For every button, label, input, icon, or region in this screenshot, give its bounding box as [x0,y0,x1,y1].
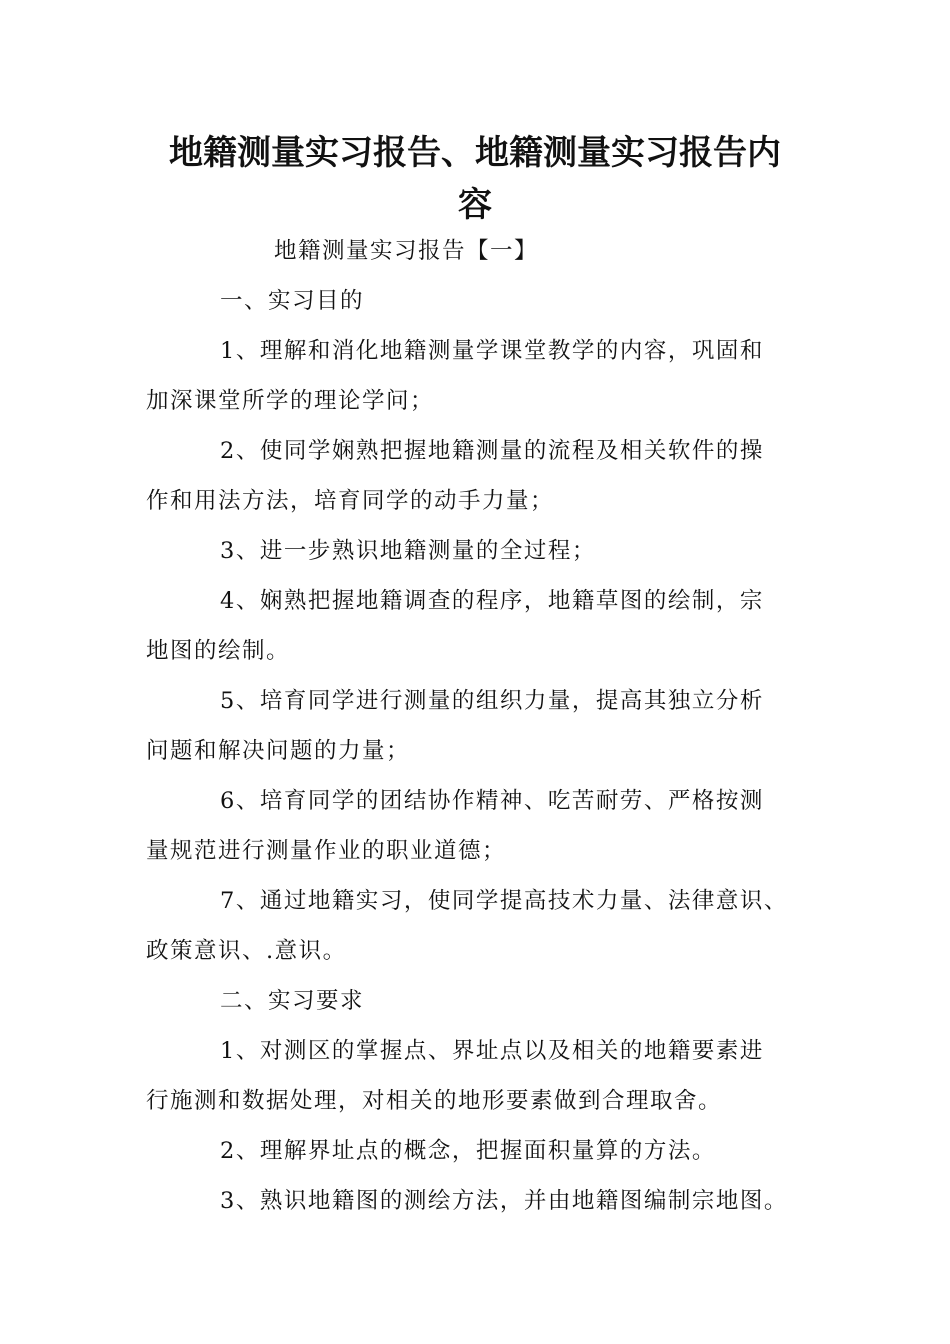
paragraph-line: 1、理解和消化地籍测量学课堂教学的内容，巩固和 [220,338,764,364]
paragraph-line: 2、理解界址点的概念，把握面积量算的方法。 [220,1138,716,1164]
paragraph-line: 4、娴熟把握地籍调查的程序，地籍草图的绘制，宗 [220,588,764,614]
section-heading-requirements: 二、实习要求 [220,988,365,1014]
paragraph-line: 地图的绘制。 [146,638,291,664]
paragraph-line: 3、熟识地籍图的测绘方法，并由地籍图编制宗地图。 [220,1188,788,1214]
paragraph-line: 政策意识、.意识。 [146,938,347,964]
paragraph-line: 量规范进行测量作业的职业道德； [146,838,507,864]
paragraph-line: 作和用法方法，培育同学的动手力量； [146,488,555,514]
document-title-line-1: 地籍测量实习报告、地籍测量实习报告内 [169,133,781,173]
paragraph-line: 行施测和数据处理，对相关的地形要素做到合理取舍。 [146,1088,723,1114]
paragraph-line: 3、进一步熟识地籍测量的全过程； [220,538,596,564]
paragraph-line: 1、对测区的掌握点、界址点以及相关的地籍要素进 [220,1038,764,1064]
report-subtitle: 地籍测量实习报告【一】 [274,238,539,264]
paragraph-line: 加深课堂所学的理论学问； [146,388,435,414]
paragraph-line: 7、通过地籍实习，使同学提高技术力量、法律意识、 [220,888,788,914]
section-heading-purpose: 一、实习目的 [220,288,365,314]
paragraph-line: 问题和解决问题的力量； [146,738,411,764]
paragraph-line: 6、培育同学的团结协作精神、吃苦耐劳、严格按测 [220,788,764,814]
document-title-line-2: 容 [458,185,492,225]
paragraph-line: 5、培育同学进行测量的组织力量，提高其独立分析 [220,688,764,714]
paragraph-line: 2、使同学娴熟把握地籍测量的流程及相关软件的操 [220,438,764,464]
